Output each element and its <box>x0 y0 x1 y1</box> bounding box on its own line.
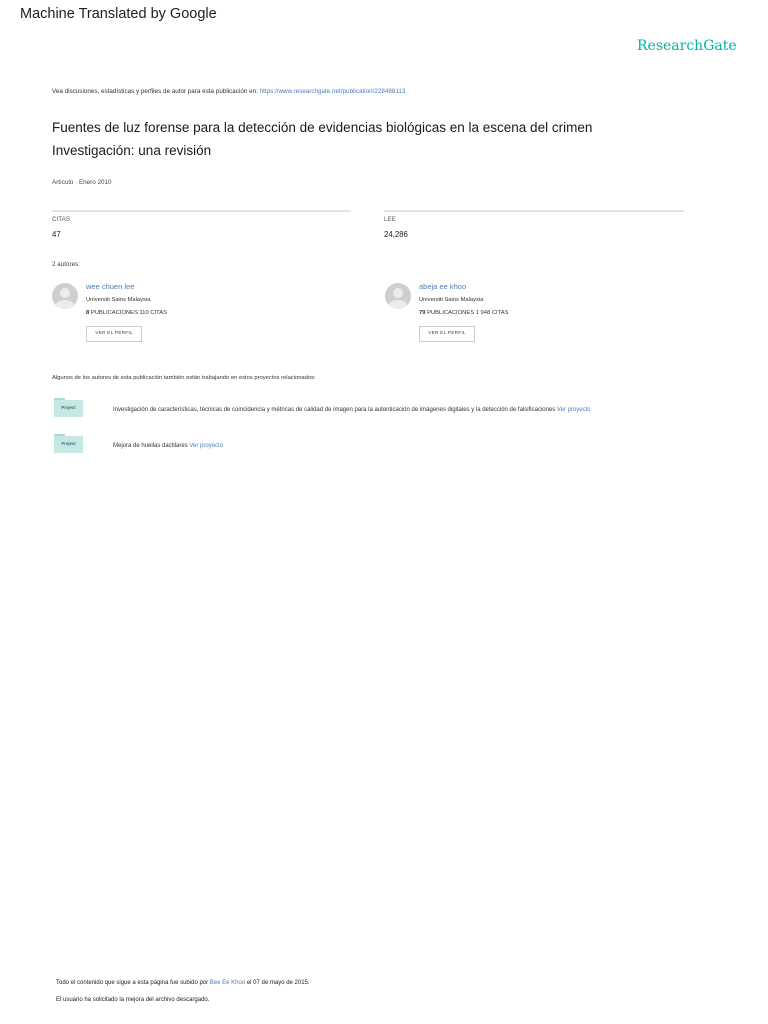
author-stats <box>86 310 167 316</box>
project-item <box>113 407 591 413</box>
author-name-link[interactable]: abeja ee khoo <box>419 282 467 291</box>
intro-line <box>52 88 405 95</box>
author-publication-count: 8 <box>86 310 90 316</box>
author-stats <box>419 310 508 316</box>
publication-url-link[interactable]: https://www.researchgate.net/publication/228488113 <box>259 88 406 95</box>
citations-value: 47 <box>52 230 61 239</box>
view-project-link[interactable]: Ver proyecto <box>189 443 224 449</box>
project-title: Investigación de características, técnicas de coincidencia y métricas de calidad de imagen para la autenticación de imágenes digitales y la detección de falsificaciones <box>113 407 557 413</box>
intro-text: Vea discusiones, estadísticas y perfiles de autor para esta publicación en: <box>52 88 260 95</box>
view-project-link[interactable]: Ver proyecto <box>556 407 591 413</box>
view-profile-button[interactable]: VER EL PERFIL <box>419 326 475 342</box>
project-title: Mejora de huellas dactilares <box>113 443 190 449</box>
project-folder-icon[interactable] <box>54 434 83 453</box>
projects-intro: Algunos de los autores de esta publicación también están trabajando en estos proyectos relacionados: <box>52 375 316 381</box>
reads-label: LEE <box>384 216 396 223</box>
page-title <box>52 117 692 162</box>
author-publication-count: 79 <box>419 310 426 316</box>
author-institution: Universiti Sains Malaysia <box>419 297 484 303</box>
author-stats-text: PUBLICACIONES 110 CITAS <box>89 310 167 316</box>
researchgate-logo[interactable]: ResearchGate <box>637 38 737 54</box>
author-institution: Universiti Sains Malaysia <box>86 297 151 303</box>
upload-notice <box>56 980 310 986</box>
author-avatar-icon[interactable] <box>52 283 78 309</box>
author-name-link[interactable]: wee chuen lee <box>86 282 135 291</box>
project-folder-label: Project <box>61 441 76 446</box>
uploader-link[interactable]: Bee Ee Khoo <box>209 980 246 986</box>
citations-divider <box>52 210 351 212</box>
upload-suffix: el 07 de mayo de 2015. <box>245 980 310 986</box>
project-folder-label: Project <box>61 405 76 410</box>
citations-label: CITAS <box>52 216 71 223</box>
project-folder-icon[interactable] <box>54 398 83 417</box>
title-line-2: Investigación: una revisión <box>52 142 212 158</box>
author-avatar-icon[interactable] <box>385 283 411 309</box>
download-request-note: El usuario ha solicitado la mejora del archivo descargado. <box>56 997 210 1003</box>
machine-translated-banner: Machine Translated by Google <box>20 6 217 22</box>
view-profile-button[interactable]: VER EL PERFIL <box>86 326 142 342</box>
authors-count: 2 autores: <box>52 261 81 268</box>
reads-divider <box>384 210 684 212</box>
project-item <box>113 443 223 449</box>
reads-value: 24,286 <box>384 230 408 239</box>
title-line-1: Fuentes de luz forense para la detección de evidencias biológicas en la escena del crimen <box>52 120 593 135</box>
author-stats-text: PUBLICACIONES 1 948 CITAS <box>425 310 509 316</box>
article-meta: Artículo · Enero 2010 <box>52 179 112 186</box>
upload-prefix: Todo el contenido que sigue a esta página fue subido por <box>56 980 210 986</box>
